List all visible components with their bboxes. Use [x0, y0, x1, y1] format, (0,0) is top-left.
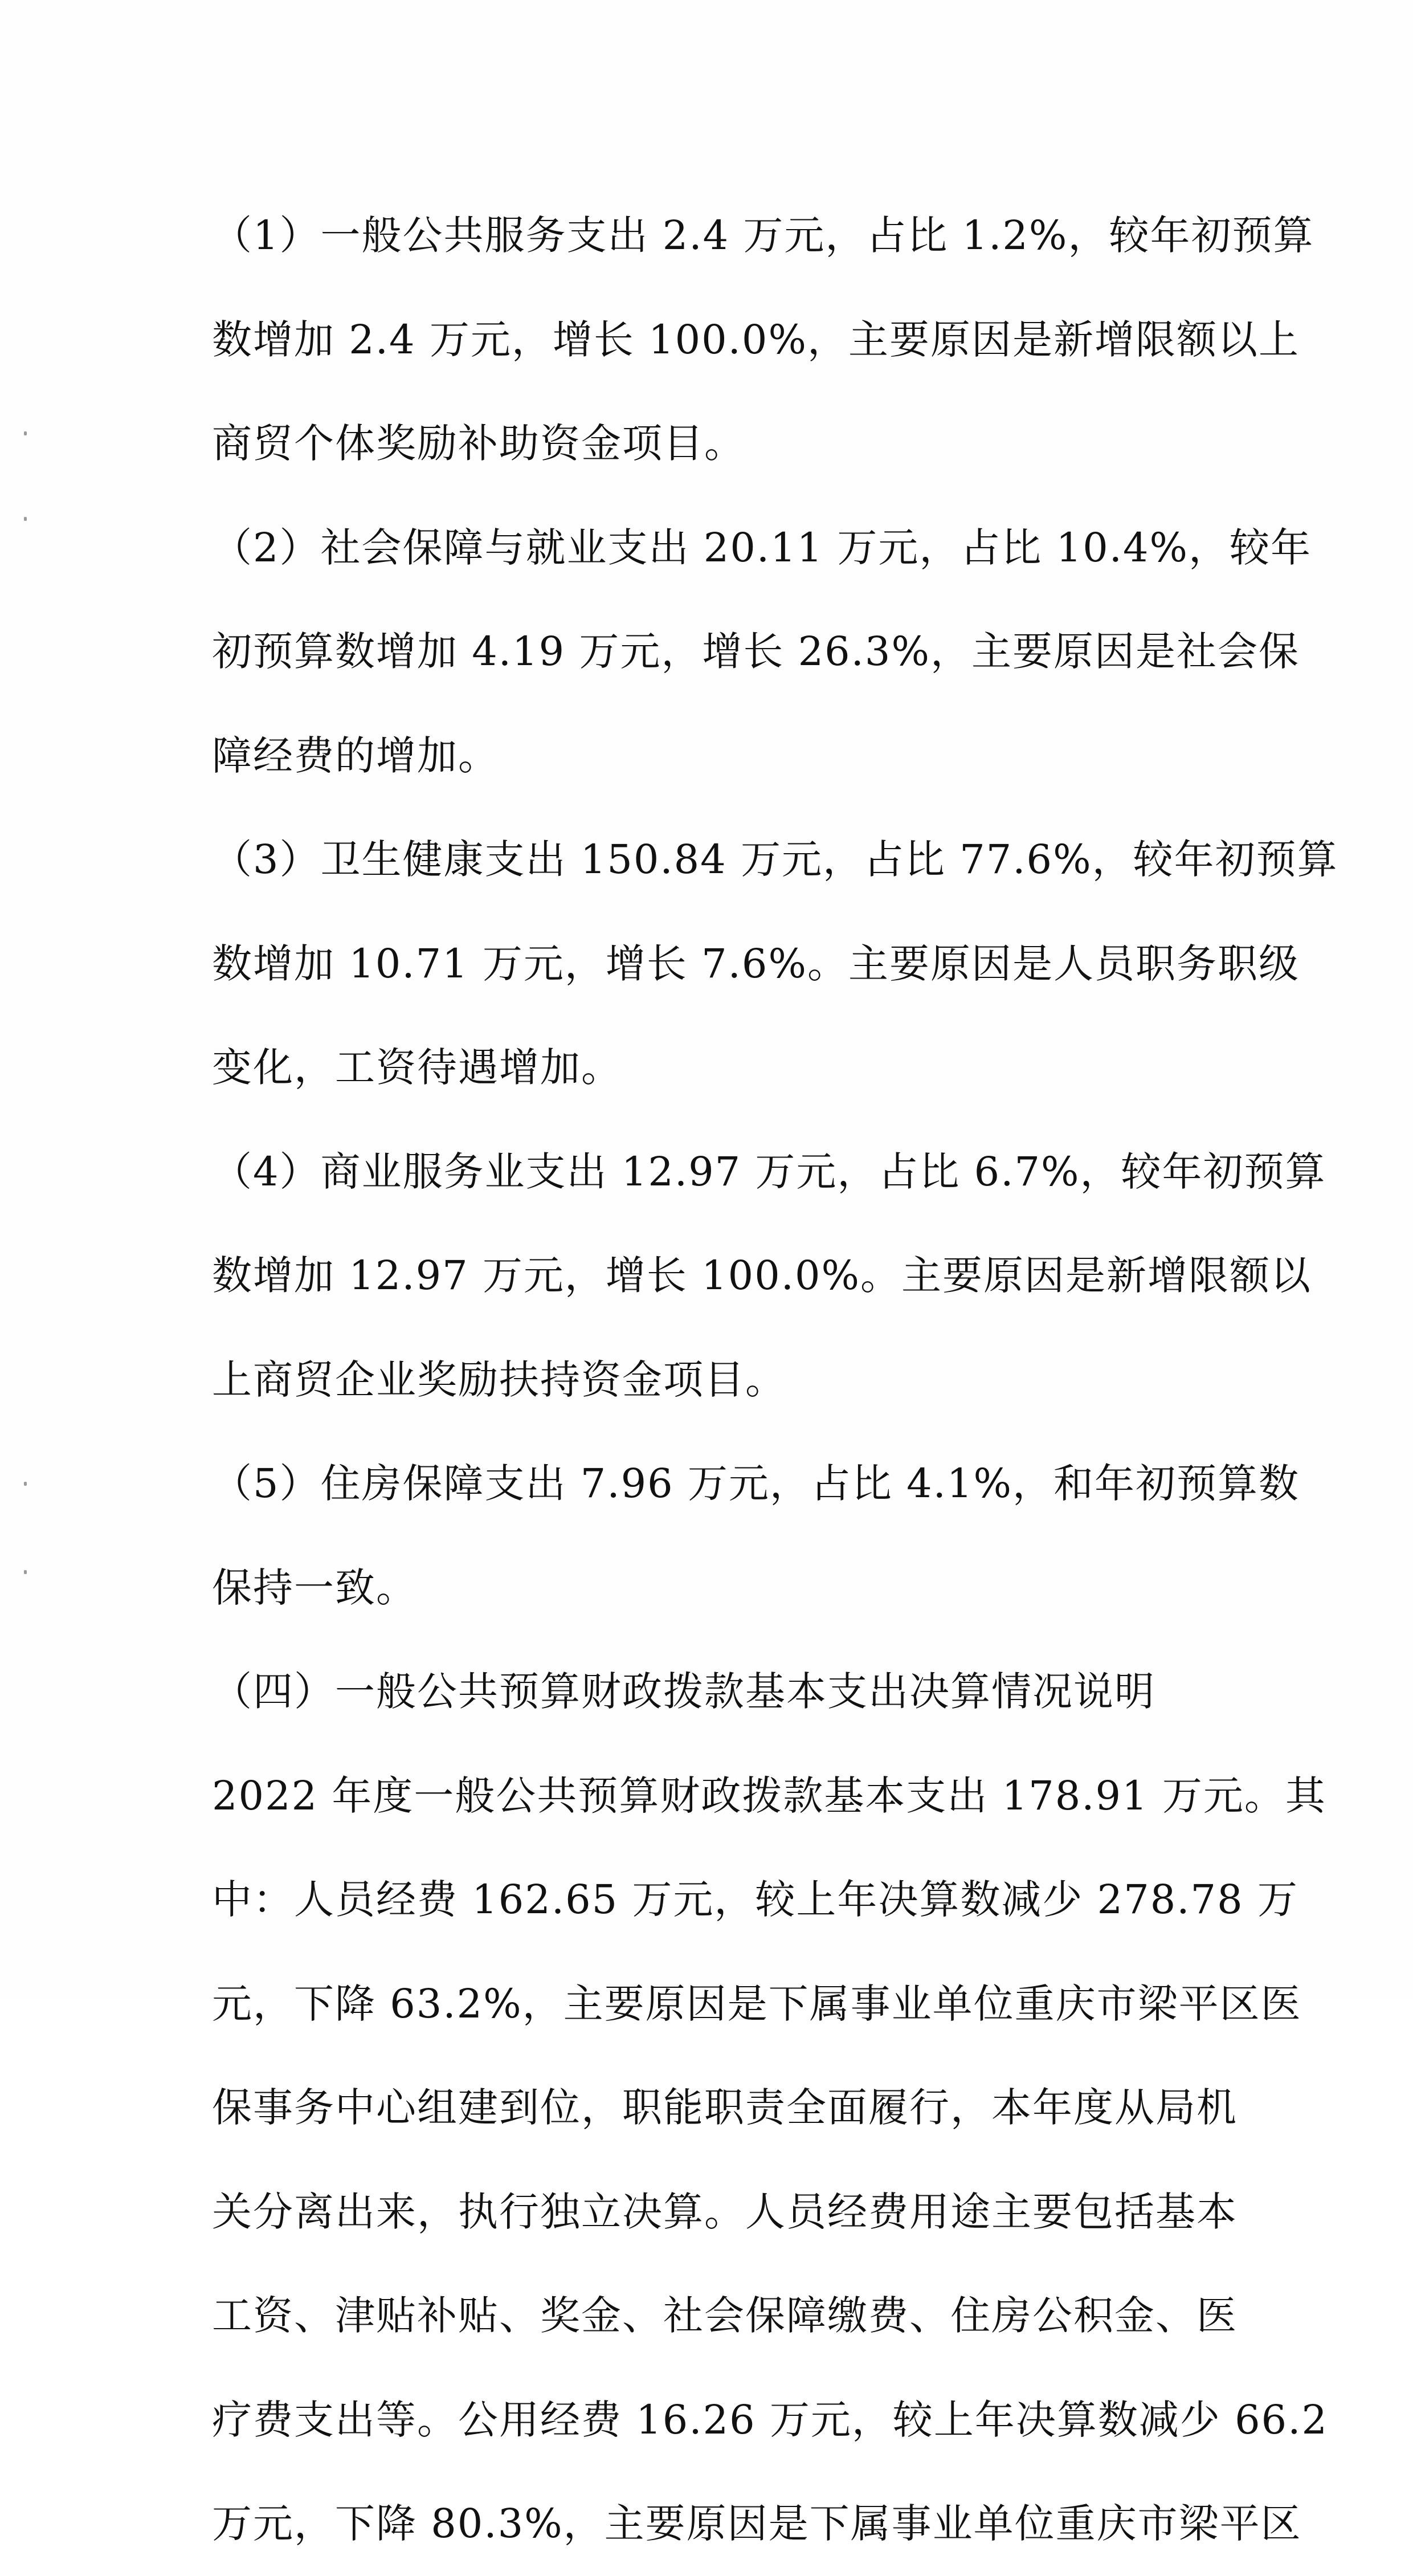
- scan-speck: [24, 1482, 27, 1486]
- scan-speck: [24, 517, 27, 521]
- scan-speck: [24, 1570, 27, 1574]
- paragraph-line: 元，下降 63.2%，主要原因是下属事业单位重庆市梁平区医: [212, 1980, 1302, 2027]
- paragraph-line: 数增加 12.97 万元，增长 100.0%。主要原因是新增限额以: [212, 1252, 1312, 1299]
- paragraph-line: 疗费支出等。公用经费 16.26 万元，较上年决算数减少 66.2: [212, 2396, 1329, 2443]
- paragraph-line: （3）卫生健康支出 150.84 万元，占比 77.6%，较年初预算: [212, 836, 1338, 883]
- paragraph-line: 数增加 2.4 万元，增长 100.0%，主要原因是新增限额以上: [212, 316, 1300, 363]
- paragraph-line: 工资、津贴补贴、奖金、社会保障缴费、住房公积金、医: [212, 2292, 1238, 2339]
- paragraph-line: 中：人员经费 162.65 万元，较上年决算数减少 278.78 万: [212, 1876, 1298, 1923]
- document-body: [212, 184, 1338, 2576]
- paragraph-line: 上商贸企业奖励扶持资金项目。: [212, 1356, 786, 1403]
- scan-speck: [24, 431, 27, 435]
- paragraph-line: 保事务中心组建到位，职能职责全面履行，本年度从局机: [212, 2084, 1238, 2131]
- paragraph-line: 保持一致。: [212, 1564, 417, 1611]
- paragraph-line: （2）社会保障与就业支出 20.11 万元，占比 10.4%，较年: [212, 524, 1312, 571]
- paragraph-line: 变化，工资待遇增加。: [212, 1044, 622, 1091]
- paragraph-line: 初预算数增加 4.19 万元，增长 26.3%，主要原因是社会保: [212, 628, 1300, 675]
- paragraph-line: 数增加 10.71 万元，增长 7.6%。主要原因是人员职务职级: [212, 940, 1300, 987]
- paragraph-line: 商贸个体奖励补助资金项目。: [212, 420, 745, 467]
- paragraph-line: （1）一般公共服务支出 2.4 万元，占比 1.2%，较年初预算: [212, 212, 1314, 259]
- paragraph-line: 万元，下降 80.3%，主要原因是下属事业单位重庆市梁平区: [212, 2500, 1302, 2547]
- paragraph-line: 关分离出来，执行独立决算。人员经费用途主要包括基本: [212, 2188, 1238, 2235]
- paragraph-line: （4）商业服务业支出 12.97 万元，占比 6.7%，较年初预算: [212, 1148, 1326, 1195]
- paragraph-line: 2022 年度一般公共预算财政拨款基本支出 178.91 万元。其: [212, 1772, 1326, 1819]
- paragraph-line: 障经费的增加。: [212, 732, 499, 779]
- section-heading: （四）一般公共预算财政拨款基本支出决算情况说明: [212, 1668, 1155, 1715]
- paragraph-line: （5）住房保障支出 7.96 万元，占比 4.1%，和年初预算数: [212, 1460, 1300, 1507]
